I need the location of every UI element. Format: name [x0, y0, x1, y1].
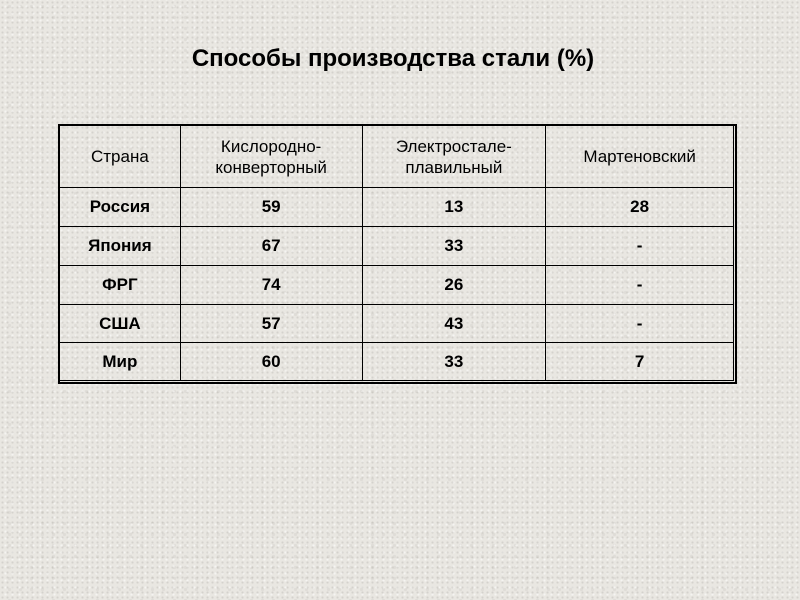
table-header-row: [60, 126, 734, 188]
cell-open-hearth: -: [546, 305, 734, 343]
cell-country: Мир: [60, 343, 181, 381]
cell-country: Россия: [60, 188, 181, 227]
header-open-hearth-line-1: Мартеновский: [583, 147, 696, 166]
cell-country: ФРГ: [60, 266, 181, 305]
table-row: [60, 188, 734, 227]
header-country: [60, 126, 181, 188]
cell-oxygen-converter: 60: [180, 343, 362, 381]
table-row: [60, 266, 734, 305]
cell-open-hearth: 28: [546, 188, 734, 227]
header-oxygen-converter-line-2: конверторный: [215, 157, 327, 177]
cell-oxygen-converter: 67: [180, 227, 362, 266]
cell-open-hearth: 7: [546, 343, 734, 381]
table-row: [60, 343, 734, 381]
header-electric-steel: [362, 126, 546, 188]
table-row: [60, 305, 734, 343]
header-electric-steel-line-1: Электростале-: [395, 136, 512, 156]
table-row: [60, 227, 734, 266]
cell-electric-steel: 43: [362, 305, 546, 343]
steel-production-table: [59, 125, 734, 381]
header-oxygen-converter-line-1: Кислородно-: [220, 136, 322, 156]
cell-open-hearth: -: [546, 266, 734, 305]
cell-electric-steel: 33: [362, 343, 546, 381]
slide-title: Способы производства стали (%): [191, 45, 595, 72]
header-oxygen-converter: [180, 126, 362, 188]
cell-electric-steel: 26: [362, 266, 546, 305]
cell-oxygen-converter: 57: [180, 305, 362, 343]
header-open-hearth: [546, 126, 734, 188]
cell-electric-steel: 33: [362, 227, 546, 266]
cell-open-hearth: -: [546, 227, 734, 266]
cell-electric-steel: 13: [362, 188, 546, 227]
cell-country: США: [60, 305, 181, 343]
cell-oxygen-converter: 59: [180, 188, 362, 227]
header-country-line-1: Страна: [90, 147, 149, 166]
header-electric-steel-line-2: плавильный: [405, 157, 503, 177]
cell-country: Япония: [60, 227, 181, 266]
cell-oxygen-converter: 74: [180, 266, 362, 305]
